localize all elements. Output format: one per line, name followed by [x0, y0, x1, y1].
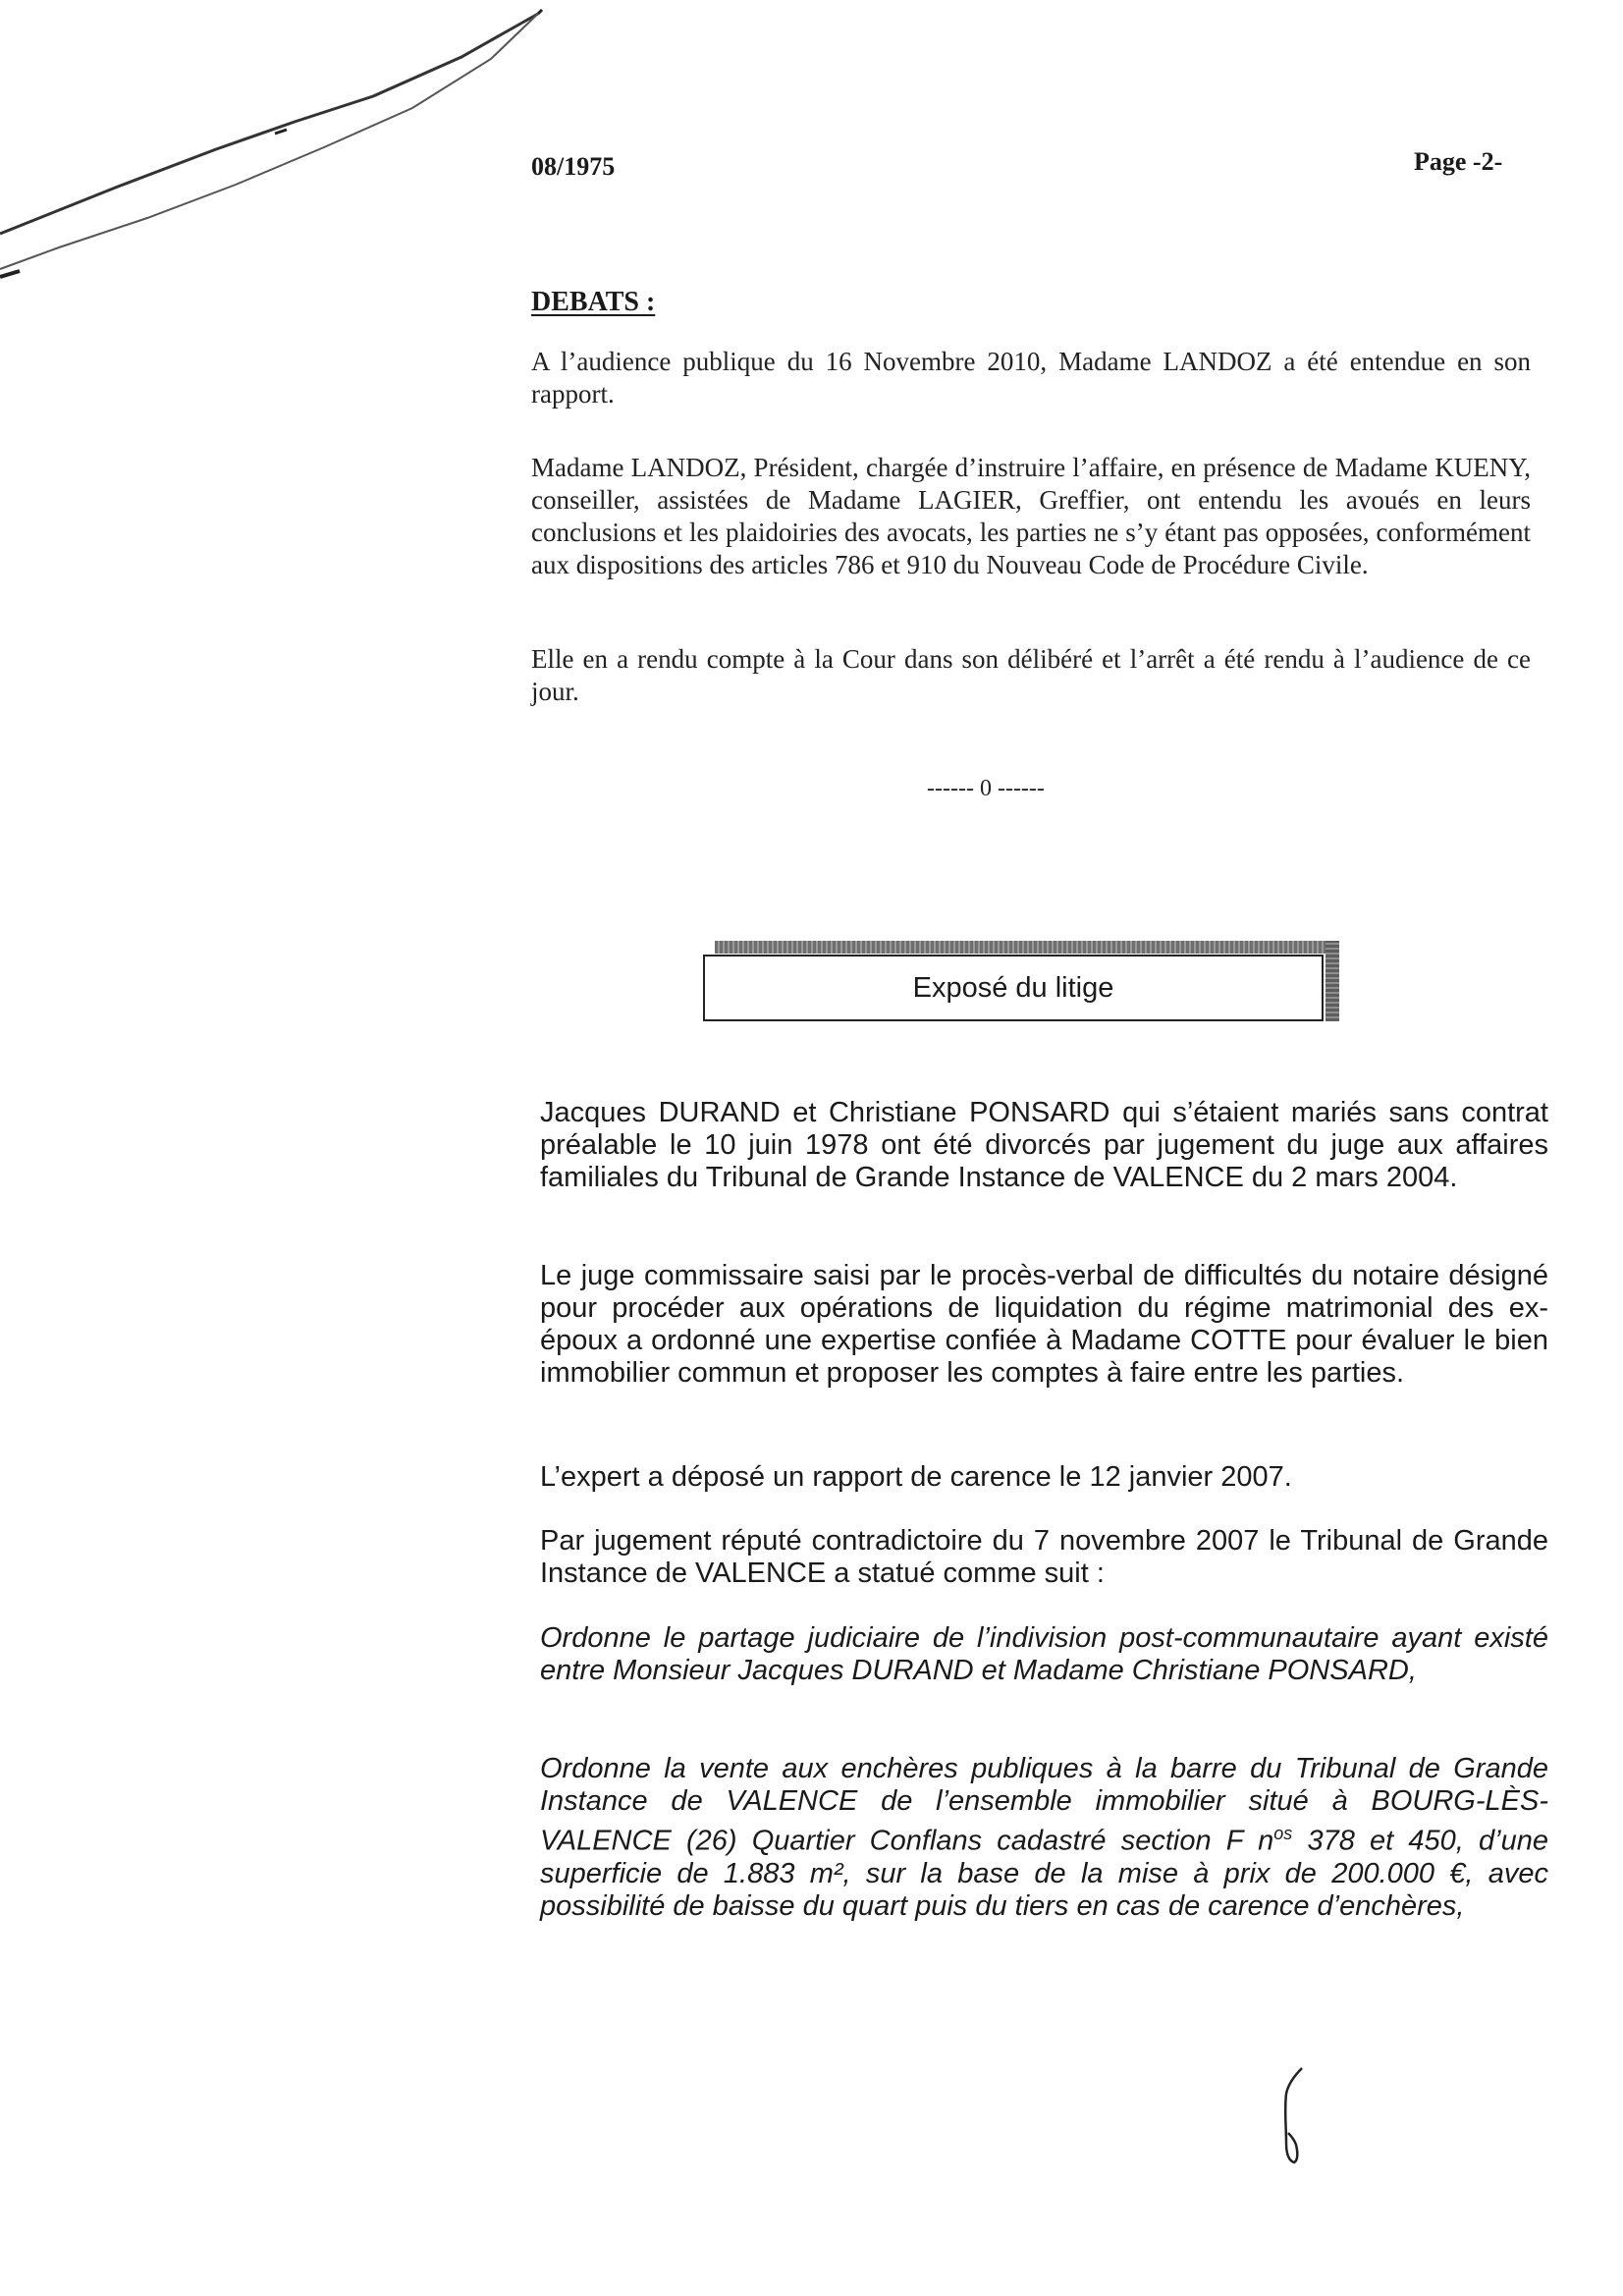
- section-frame: [703, 955, 1324, 1021]
- handwritten-initial: [1274, 2062, 1314, 2170]
- box-shadow-top: [715, 941, 1339, 954]
- expose-paragraph: Le juge commissaire saisi par le procès-verbal de difficultés du notaire désigné pour procéder aux opérations de liquidation du régime matrimonial des ex-époux a ordonné une expertise confiée à Madame COTTE pour évaluer le bien immobilier commun et proposer les comptes à faire entre les parties.: [540, 1260, 1548, 1389]
- case-reference: 08/1975: [531, 152, 616, 181]
- debats-heading: DEBATS :: [531, 287, 656, 317]
- judgment-quote: [540, 1753, 1548, 1923]
- expose-paragraph: Par jugement réputé contradictoire du 7 novembre 2007 le Tribunal de Grande Instance de VALENCE a statué comme suit :: [540, 1525, 1548, 1589]
- box-shadow-right: [1325, 941, 1339, 1021]
- section-title: Exposé du litige: [912, 971, 1114, 1004]
- debats-paragraph: A l’audience publique du 16 Novembre 2010, Madame LANDOZ a été entendue en son rapport.: [531, 347, 1531, 409]
- quote-superscript: os: [1273, 1824, 1293, 1843]
- quote-text: Ordonne la vente aux enchères publiques à la barre du Tribunal de Grande Instance de VALENCE de l’ensemble immobilier situé à BOURG-LÈS-VALENCE (26) Quartier Conflans cadastré section F n: [540, 1753, 1548, 1857]
- page-number: Page -2-: [1414, 147, 1503, 176]
- expose-paragraph: Jacques DURAND et Christiane PONSARD qui s’étaient mariés sans contrat préalable le 10 juin 1978 ont été divorcés par jugement du juge aux affaires familiales du Tribunal de Grande Instance de VALENCE du 2 mars 2004.: [540, 1097, 1548, 1193]
- section-separator: ------ 0 ------: [927, 776, 1045, 801]
- judgment-quote: Ordonne le partage judiciaire de l’indivision post-communautaire ayant existé entre Monsieur Jacques DURAND et Madame Christiane PONSARD,: [540, 1622, 1548, 1686]
- expose-paragraph: L’expert a déposé un rapport de carence le 12 janvier 2007.: [540, 1461, 1292, 1493]
- section-title-box: [703, 941, 1339, 1039]
- debats-paragraph: Elle en a rendu compte à la Cour dans son délibéré et l’arrêt a été rendu à l’audience de ce jour.: [531, 644, 1531, 706]
- quote-text: 378 et 450, d’une superficie de 1.883 m², sur la base de la mise à prix de 200.000 €, avec possibilité de baisse du quart puis du tiers en cas de carence d’enchères,: [540, 1825, 1548, 1922]
- debats-paragraph: Madame LANDOZ, Président, chargée d’instruire l’affaire, en présence de Madame KUENY, conseiller, assistées de Madame LAGIER, Greffier, ont entendu les avoués en leurs conclusions et les plaidoiries des avocats, les parties ne s’y étant pas opposées, conformément aux dispositions des articles 786 et 910 du Nouveau Code de Procédure Civile.: [531, 453, 1531, 579]
- scan-fold-mark: [0, 0, 550, 295]
